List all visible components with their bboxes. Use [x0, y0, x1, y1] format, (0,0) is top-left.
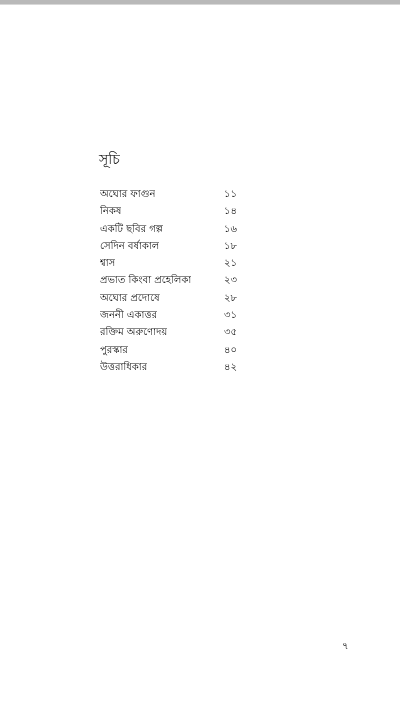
document-page: [0, 5, 400, 704]
toc-entry-title: একটি ছবির গল্প: [100, 223, 163, 235]
toc-entry: [100, 221, 240, 238]
toc-entry-title: অঘোর প্রদোষে: [100, 292, 160, 304]
toc-entry: [100, 255, 240, 272]
toc-entry: [100, 324, 240, 341]
toc-entry-title: পুরস্কার: [100, 344, 128, 356]
toc-entry-page: ৩১: [224, 310, 237, 322]
toc-entry-title: সেদিন বর্ষাকাল: [100, 240, 160, 252]
toc-entry-page: ১৮: [224, 240, 237, 252]
toc-entry-page: ২১: [224, 258, 237, 270]
toc-entry: [100, 186, 240, 203]
toc-entry: [100, 203, 240, 220]
toc-entry-page: ১৬: [224, 223, 237, 235]
toc-entry: [100, 272, 240, 289]
toc-entry-page: ২৮: [224, 292, 237, 304]
toc-entry-title: নিকষ: [100, 206, 122, 218]
toc-entry-page: ৪২: [224, 361, 237, 373]
toc-entry-title: রক্তিম অরুণোদয়: [100, 327, 168, 339]
toc-entry-title: উত্তরাধিকার: [100, 361, 148, 373]
toc-entry-page: ১১: [224, 189, 237, 200]
toc-entry-title: অঘোর ফাগুন: [100, 189, 156, 200]
toc-entry-page: ৩৫: [224, 327, 237, 339]
toc-entry-page: ১৪: [224, 206, 237, 218]
toc-entry-title: জননী একাত্তর: [100, 310, 158, 322]
toc-entry: [100, 238, 240, 255]
toc-entry-title: প্রভাত কিংবা প্রহেলিকা: [100, 275, 192, 287]
toc-entry: [100, 342, 240, 359]
toc-entry: [100, 290, 240, 307]
toc-entry-page: ২৩: [224, 275, 238, 287]
toc-entry-title: শ্বাস: [100, 258, 116, 270]
toc-entry: [100, 307, 240, 324]
toc-entry-page: ৪০: [224, 344, 237, 356]
page-number: ৭: [342, 641, 349, 652]
toc-entry: [100, 359, 240, 376]
toc-heading: সূচি: [99, 152, 120, 168]
toc-list: [100, 186, 240, 376]
